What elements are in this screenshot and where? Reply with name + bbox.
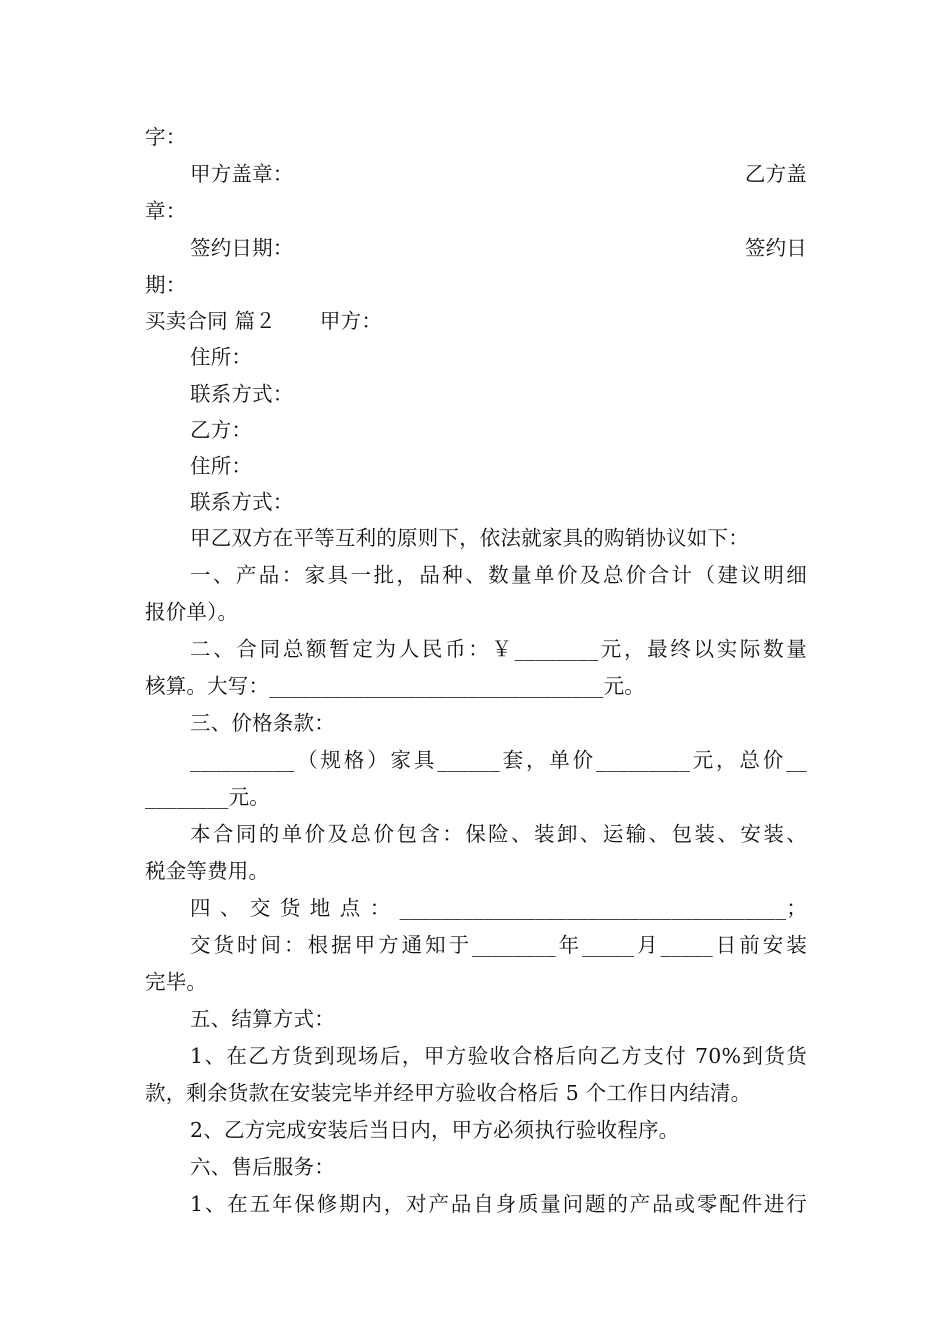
text-line: 住所： [190, 454, 253, 478]
text-line: 1、在五年保修期内，对产品自身质量问题的产品或零配件进行 [190, 1192, 807, 1216]
text-line: 二、合同总额暂定为人民币：￥________元，最终以实际数量 [190, 637, 807, 661]
text-line: 甲乙双方在平等互利的原则下，依法就家具的购销协议如下： [190, 526, 749, 550]
text-line: 六、售后服务： [190, 1155, 335, 1179]
text-line: 1、在乙方货到现场后，甲方验收合格后向乙方支付 70%到货货 [190, 1044, 807, 1068]
text-line: 期： [145, 273, 187, 297]
party-a-seal-label: 甲方盖章： [190, 162, 294, 186]
text-line: 乙方： [190, 418, 253, 442]
contract-heading: 买卖合同 篇２ [145, 309, 276, 333]
text-line: 住所： [190, 345, 253, 369]
party-b-seal-label: 乙方盖 [744, 162, 807, 186]
contract-heading-row [145, 306, 807, 336]
party-a-signing-date-label: 签约日期： [190, 236, 294, 260]
text-line: 四、交货地点：_____________________________________； [190, 896, 807, 920]
text-line: 联系方式： [190, 382, 294, 406]
party-b-signing-date-label: 签约日 [744, 236, 807, 260]
text-line: 款，剩余货款在安装完毕并经甲方验收合格后 5 个工作日内结清。 [145, 1081, 752, 1105]
text-line: 一、产品：家具一批，品种、数量单价及总价合计（建议明细 [190, 563, 807, 587]
text-line: 完毕。 [145, 970, 208, 994]
signature-row [190, 159, 807, 189]
text-line: __________（规格）家具______套，单价_________元，总价__ [190, 748, 807, 772]
text-line: 核算。大写：________________________________元。 [145, 674, 645, 698]
text-line: ________元。 [145, 785, 270, 809]
text-line: 五、结算方式： [190, 1007, 335, 1031]
text-line: 2、乙方完成安装后当日内，甲方必须执行验收程序。 [190, 1118, 680, 1142]
text-line: 联系方式： [190, 490, 294, 514]
signing-date-row [190, 233, 807, 263]
text-line: 字： [145, 125, 187, 149]
text-line: 报价单）。 [145, 600, 239, 624]
text-line: 交货时间：根据甲方通知于________年_____月_____日前安装 [190, 933, 807, 957]
party-a-label: 甲方： [319, 309, 383, 333]
text-line: 三、价格条款： [190, 711, 335, 735]
text-line: 章： [145, 199, 187, 223]
text-line: 税金等费用。 [145, 859, 270, 883]
text-line: 本合同的单价及总价包含：保险、装卸、运输、包装、安装、 [190, 822, 807, 846]
